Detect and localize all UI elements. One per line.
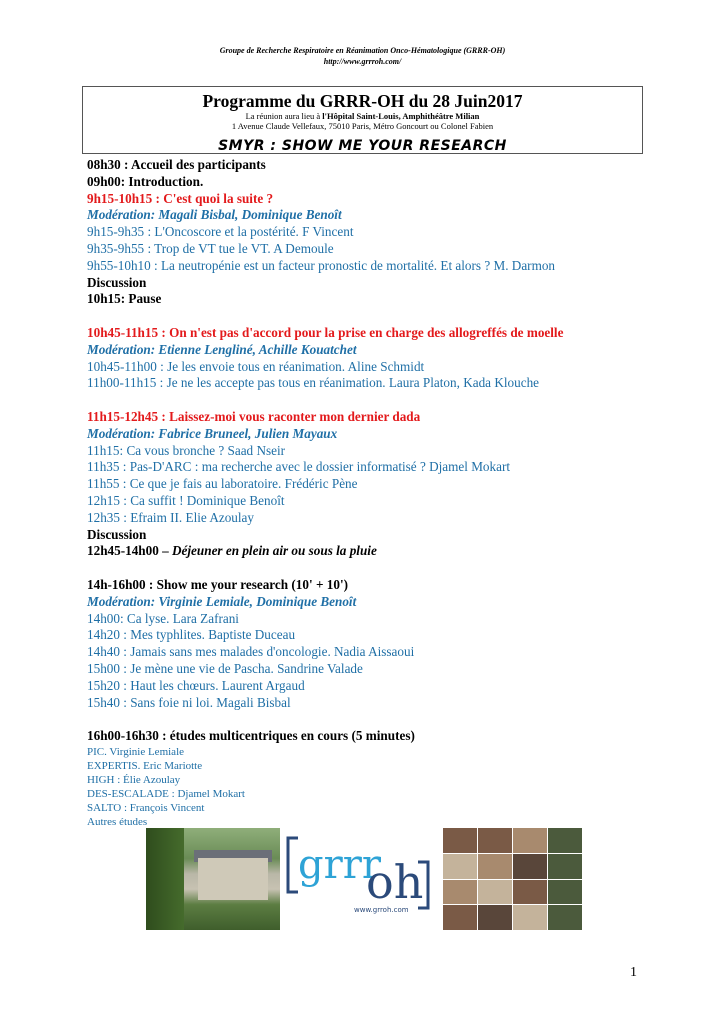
session-title: 14h-16h00 : Show me your research (10' + 10'): [87, 576, 348, 592]
talk: 9h55-10h10 : La neutropénie est un facteur pronostic de mortalité. Et alors ? M. Darmon: [87, 257, 556, 273]
program: [87, 157, 687, 829]
talk: 14h00: Ca lyse. Lara Zafrani: [87, 610, 239, 626]
venue-address: 1 Avenue Claude Vellefaux, 75010 Paris, Métro Goncourt ou Colonel Fabien: [231, 121, 494, 131]
talk: 15h00 : Je mène une vie de Pascha. Sandrine Valade: [87, 660, 363, 676]
study-item: HIGH : Élie Azoulay: [87, 773, 181, 786]
discussion: Discussion: [87, 526, 147, 542]
talk: 11h15: Ca vous bronche ? Saad Nseir: [87, 442, 286, 458]
group-name: Groupe de Recherche Respiratoire en Réanimation Onco-Hématologique (GRRR-OH): [219, 46, 506, 55]
study-item: EXPERTIS. Eric Mariotte: [87, 759, 203, 772]
page-title: Programme du GRRR-OH du 28 Juin2017: [202, 91, 523, 111]
venue-prefix: La réunion aura lieu à: [245, 111, 323, 121]
talk: 11h55 : Ce que je fais au laboratoire. Frédéric Pène: [87, 476, 358, 492]
study-item: PIC. Virginie Lemiale: [87, 745, 185, 758]
page-number: 1: [630, 965, 637, 980]
lunch-time: 12h45-14h00 –: [87, 543, 172, 559]
moderation: Modération: Magali Bisbal, Dominique Benoît: [87, 207, 342, 223]
moderation: Modération: Etienne Lengliné, Achille Kouatchet: [87, 341, 357, 357]
page-header: [0, 45, 725, 67]
talk: 11h35 : Pas-D'ARC : ma recherche avec le dossier informatisé ? Djamel Mokart: [87, 459, 511, 475]
talk: 14h20 : Mes typhlites. Baptiste Duceau: [87, 627, 296, 643]
talk: 11h00-11h15 : Je ne les accepte pas tous en réanimation. Laura Platon, Kada Klouche: [87, 375, 540, 391]
session-title: 10h45-11h15 : On n'est pas d'accord pour la prise en charge des allogreffés de moelle: [87, 324, 564, 340]
talk: 15h20 : Haut les chœurs. Laurent Argaud: [87, 677, 305, 693]
study-item: Autres études: [87, 815, 148, 828]
moderation: Modération: Fabrice Bruneel, Julien Mayaux: [87, 425, 338, 441]
session-title: 9h15-10h15 : C'est quoi la suite ?: [87, 190, 274, 206]
participants-collage: [443, 828, 582, 930]
program-line: 08h30 : Accueil des participants: [87, 157, 266, 172]
talk: 14h40 : Jamais sans mes malades d'oncologie. Nadia Aissaoui: [87, 644, 415, 660]
pause: 10h15: Pause: [87, 291, 162, 307]
talk: 15h40 : Sans foie ni loi. Magali Bisbal: [87, 694, 291, 710]
logo-oh: oh: [366, 855, 424, 909]
talk: 12h35 : Efraim II. Elie Azoulay: [87, 509, 254, 525]
talk: 10h45-11h00 : Je les envoie tous en réanimation. Aline Schmidt: [87, 358, 425, 374]
logo-url: www.grroh.com: [354, 906, 409, 914]
subtitle: SMYR : SHOW ME YOUR RESEARCH: [218, 138, 507, 154]
group-url: http://www.grrroh.com/: [323, 57, 402, 66]
logo-grrr: grrr: [298, 842, 381, 888]
program-line: 09h00: Introduction.: [87, 173, 204, 189]
study-item: SALTO : François Vincent: [87, 801, 205, 814]
session-title: 16h00-16h30 : études multicentriques en cours (5 minutes): [87, 728, 415, 744]
lunch-text: Déjeuner en plein air ou sous la pluie: [172, 543, 377, 559]
grrr-oh-logo: [284, 832, 432, 916]
discussion: Discussion: [87, 274, 147, 290]
study-item: DES-ESCALADE : Djamel Mokart: [87, 787, 245, 800]
talk: 9h15-9h35 : L'Oncoscore et la postérité. F Vincent: [87, 224, 354, 240]
session-title: 11h15-12h45 : Laissez-moi vous raconter mon dernier dada: [87, 408, 421, 424]
talk: 9h35-9h55 : Trop de VT tue le VT. A Demoule: [87, 240, 334, 256]
venue-name: l'Hôpital Saint-Louis, Amphithéâtre Milian: [322, 111, 480, 121]
lunch: [87, 543, 687, 560]
talk: 12h15 : Ca suffit ! Dominique Benoît: [87, 492, 285, 508]
venue: [83, 111, 642, 121]
hospital-photo: [146, 828, 280, 930]
moderation: Modération: Virginie Lemiale, Dominique Benoît: [87, 593, 357, 609]
